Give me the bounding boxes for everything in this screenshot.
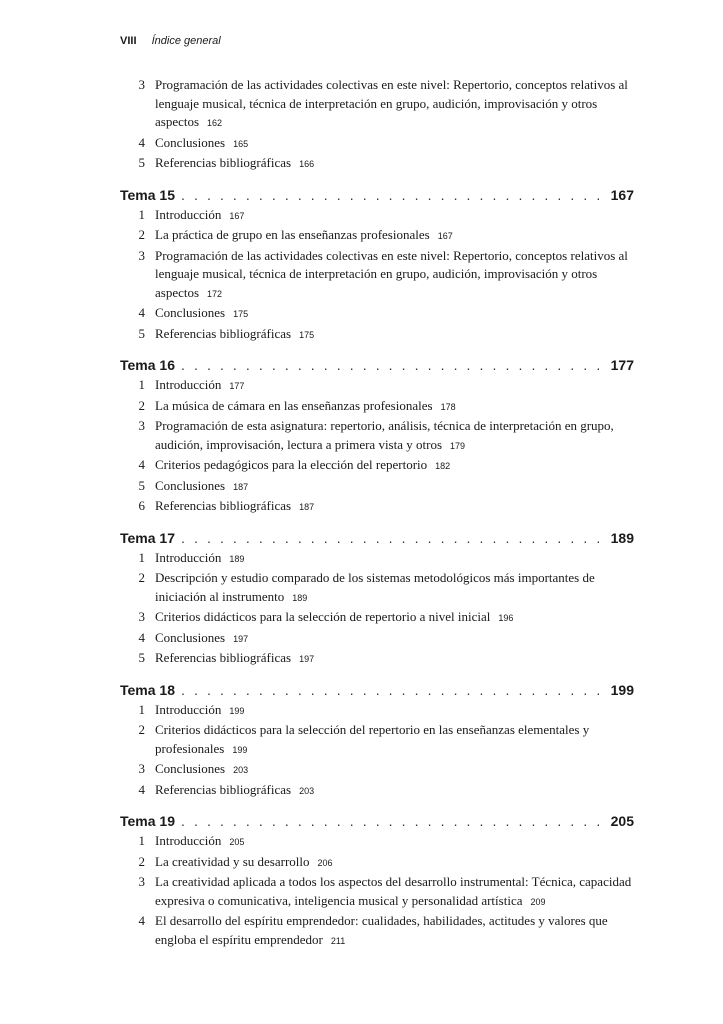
- entry-number: 3: [138, 77, 145, 92]
- entry-title: El desarrollo del espíritu emprendedor: cualidades, habilidades, actitudes y valores que engloba el espíritu emprendedor: [155, 913, 608, 947]
- entry-title: La música de cámara en las enseñanzas profesionales: [155, 397, 433, 413]
- dot-leader: [181, 186, 605, 204]
- entry-text-block: [155, 569, 634, 607]
- entry-text-block: [155, 206, 634, 226]
- entry-number: 2: [138, 397, 145, 413]
- entry-number: 4: [138, 781, 145, 797]
- table-of-contents: [120, 76, 634, 951]
- entry-title: La creatividad aplicada a todos los aspectos del desarrollo instrumental: Técnica, capacidad expresiva o comunicativa, inteligencia musical y personalidad artística: [155, 874, 632, 908]
- toc-entry[interactable]: [120, 701, 634, 721]
- toc-section: [120, 812, 634, 950]
- entry-number: 3: [138, 761, 145, 776]
- toc-entry[interactable]: [120, 134, 634, 154]
- toc-entry[interactable]: [120, 569, 634, 607]
- entry-page-number: 203: [299, 785, 315, 796]
- toc-section: [120, 186, 634, 345]
- entry-page-number: 175: [233, 309, 249, 319]
- toc-entry[interactable]: [120, 497, 634, 517]
- topic-title: Tema 19: [120, 813, 175, 829]
- toc-entry[interactable]: [120, 417, 634, 455]
- entry-text-block: [155, 760, 634, 780]
- entry-page-number: 162: [207, 118, 223, 128]
- entry-text-block: [155, 76, 634, 133]
- topic-title: Tema 17: [120, 529, 175, 546]
- toc-entry[interactable]: [120, 760, 634, 780]
- entry-title: La creatividad y su desarrollo: [155, 853, 310, 869]
- entry-page-number: 166: [299, 159, 315, 169]
- entry-number: 2: [138, 227, 145, 242]
- dot-leader: [181, 356, 605, 374]
- entry-number: 3: [138, 247, 145, 263]
- entry-page-number: 177: [229, 381, 245, 391]
- toc-entry[interactable]: [120, 376, 634, 396]
- entry-number: 1: [138, 833, 145, 848]
- entry-page-number: 209: [530, 896, 546, 907]
- entry-text-block: [155, 701, 634, 721]
- entry-number: 3: [138, 418, 145, 433]
- entry-title: Programación de las actividades colectivas en este nivel: Repertorio, conceptos relativos al lenguaje musical, técnica de interpretación en grupo, audición, improvisación y otros aspectos: [155, 247, 628, 300]
- toc-entry[interactable]: [120, 873, 634, 911]
- entry-title: Criterios didácticos para la selección de repertorio a nivel inicial: [155, 609, 491, 624]
- toc-entry[interactable]: [120, 608, 634, 628]
- entry-page-number: 206: [317, 857, 333, 868]
- entry-page-number: 211: [330, 935, 346, 946]
- entry-list: [120, 76, 634, 174]
- dot-leader: [181, 681, 605, 699]
- entry-number: 5: [138, 477, 145, 493]
- topic-heading[interactable]: [120, 186, 634, 204]
- entry-page-number: 205: [229, 837, 245, 847]
- entry-page-number: 172: [207, 288, 223, 299]
- entry-title: Introducción: [155, 701, 222, 717]
- entry-title: La práctica de grupo en las enseñanzas profesionales: [155, 227, 430, 242]
- entry-page-number: 199: [229, 705, 245, 716]
- entry-page-number: 179: [450, 440, 466, 451]
- entry-number: 4: [138, 629, 145, 645]
- entry-text-block: [155, 497, 634, 517]
- topic-heading[interactable]: [120, 356, 634, 374]
- toc-entry[interactable]: [120, 226, 634, 246]
- entry-page-number: 187: [299, 502, 315, 512]
- entry-page-number: 196: [498, 613, 514, 623]
- toc-entry[interactable]: [120, 629, 634, 649]
- entry-page-number: 167: [437, 231, 453, 241]
- entry-title: Descripción y estudio comparado de los sistemas metodológicos más importantes de iniciación al instrumento: [155, 570, 595, 604]
- dot-leader: [181, 529, 605, 547]
- entry-number: 2: [138, 570, 145, 585]
- topic-title: Tema 18: [120, 681, 175, 698]
- entry-page-number: 178: [440, 401, 456, 412]
- entry-title: Referencias bibliográficas: [155, 155, 292, 170]
- toc-entry[interactable]: [120, 397, 634, 417]
- entry-page-number: 182: [435, 461, 451, 471]
- entry-title: Criterios didácticos para la selección del repertorio en las enseñanzas elementales y profesionales: [155, 722, 590, 756]
- entry-title: Introducción: [155, 377, 222, 392]
- entry-number: 1: [138, 206, 145, 222]
- topic-heading[interactable]: [120, 812, 634, 830]
- toc-entry[interactable]: [120, 649, 634, 669]
- entry-text-block: [155, 397, 634, 417]
- topic-page-number: 205: [610, 813, 634, 829]
- page-folio: VIII: [120, 35, 137, 47]
- entry-text-block: [155, 477, 634, 497]
- entry-number: 5: [138, 650, 145, 665]
- entry-page-number: 187: [233, 481, 249, 492]
- entry-title: Introducción: [155, 206, 222, 222]
- toc-entry[interactable]: [120, 549, 634, 569]
- toc-entry[interactable]: [120, 247, 634, 304]
- topic-heading[interactable]: [120, 681, 634, 699]
- entry-text-block: [155, 649, 634, 669]
- entry-text-block: [155, 134, 634, 154]
- toc-entry[interactable]: [120, 832, 634, 852]
- entry-number: 5: [138, 155, 145, 170]
- dot-leader: [181, 812, 605, 830]
- topic-page-number: 167: [610, 186, 634, 203]
- toc-entry[interactable]: [120, 912, 634, 950]
- entry-page-number: 189: [229, 553, 245, 564]
- entry-title: Introducción: [155, 549, 222, 565]
- entry-list: [120, 549, 634, 669]
- topic-page-number: 199: [610, 681, 634, 698]
- entry-text-block: [155, 325, 634, 345]
- topic-title: Tema 16: [120, 357, 175, 373]
- toc-section: [120, 76, 634, 174]
- entry-text-block: [155, 853, 634, 873]
- entry-number: 1: [138, 549, 145, 565]
- entry-title: Conclusiones: [155, 134, 226, 150]
- entry-title: Referencias bibliográficas: [155, 781, 292, 797]
- entry-page-number: 189: [292, 592, 308, 603]
- entry-number: 2: [138, 722, 145, 737]
- running-header: [120, 34, 221, 48]
- toc-entry[interactable]: [120, 781, 634, 801]
- entry-title: Programación de esta asignatura: repertorio, análisis, técnica de interpretación en grupo, audición, improvisación, lectura a primera vista y otros: [155, 418, 614, 452]
- topic-title: Tema 15: [120, 186, 175, 203]
- entry-number: 4: [138, 913, 145, 928]
- entry-page-number: 203: [233, 765, 249, 775]
- entry-page-number: 199: [232, 744, 248, 755]
- entry-number: 4: [138, 134, 145, 150]
- entry-text-block: [155, 226, 634, 246]
- toc-entry[interactable]: [120, 304, 634, 324]
- entry-text-block: [155, 376, 634, 396]
- toc-entry[interactable]: [120, 325, 634, 345]
- entry-page-number: 197: [233, 633, 249, 644]
- entry-title: Conclusiones: [155, 761, 226, 776]
- entry-text-block: [155, 912, 634, 950]
- entry-title: Conclusiones: [155, 629, 226, 645]
- entry-number: 3: [138, 609, 145, 624]
- entry-text-block: [155, 417, 634, 455]
- entry-page-number: 167: [229, 210, 245, 221]
- entry-page-number: 165: [233, 138, 249, 149]
- entry-number: 2: [138, 853, 145, 869]
- toc-entry[interactable]: [120, 853, 634, 873]
- toc-entry[interactable]: [120, 456, 634, 476]
- entry-text-block: [155, 781, 634, 801]
- entry-title: Referencias bibliográficas: [155, 325, 292, 341]
- topic-heading[interactable]: [120, 529, 634, 547]
- entry-text-block: [155, 247, 634, 304]
- entry-text-block: [155, 549, 634, 569]
- entry-list: [120, 376, 634, 517]
- entry-list: [120, 206, 634, 345]
- toc-entry[interactable]: [120, 154, 634, 174]
- entry-number: 5: [138, 325, 145, 341]
- entry-text-block: [155, 721, 634, 759]
- entry-page-number: 175: [299, 329, 315, 340]
- entry-title: Referencias bibliográficas: [155, 498, 292, 513]
- entry-number: 4: [138, 305, 145, 320]
- entry-text-block: [155, 629, 634, 649]
- entry-number: 4: [138, 457, 145, 472]
- entry-text-block: [155, 832, 634, 852]
- toc-section: [120, 681, 634, 801]
- entry-number: 3: [138, 874, 145, 889]
- toc-entry[interactable]: [120, 721, 634, 759]
- toc-section: [120, 356, 634, 517]
- topic-page-number: 189: [610, 529, 634, 546]
- entry-text-block: [155, 873, 634, 911]
- running-title: Índice general: [151, 35, 221, 47]
- entry-list: [120, 701, 634, 801]
- entry-text-block: [155, 456, 634, 476]
- toc-entry[interactable]: [120, 76, 634, 133]
- entry-number: 6: [138, 498, 145, 513]
- entry-text-block: [155, 608, 634, 628]
- entry-page-number: 197: [299, 654, 315, 664]
- entry-number: 1: [138, 701, 145, 717]
- entry-text-block: [155, 304, 634, 324]
- entry-title: Conclusiones: [155, 477, 226, 493]
- topic-page-number: 177: [610, 357, 634, 373]
- entry-title: Introducción: [155, 833, 222, 848]
- toc-section: [120, 529, 634, 669]
- entry-title: Criterios pedagógicos para la elección del repertorio: [155, 457, 428, 472]
- entry-number: 1: [138, 377, 145, 392]
- toc-entry[interactable]: [120, 206, 634, 226]
- entry-text-block: [155, 154, 634, 174]
- entry-list: [120, 832, 634, 950]
- toc-entry[interactable]: [120, 477, 634, 497]
- entry-title: Programación de las actividades colectivas en este nivel: Repertorio, conceptos relativos al lenguaje musical, técnica de interpretación en grupo, audición, improvisación y otros aspectos: [155, 77, 628, 129]
- entry-title: Referencias bibliográficas: [155, 650, 292, 665]
- entry-title: Conclusiones: [155, 305, 226, 320]
